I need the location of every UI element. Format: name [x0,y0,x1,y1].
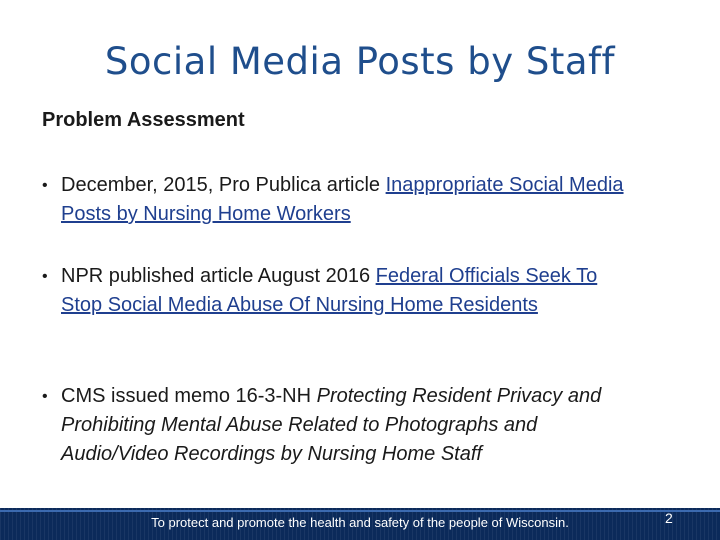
bullet-text [61,382,642,469]
article-link[interactable]: Inappropriate Social Media Posts by Nursing Home Workers [61,174,624,225]
slide-title: Social Media Posts by Staff [104,40,616,83]
bullet-item [42,382,642,469]
bullet-item [42,262,642,320]
bullet-marker: • [42,177,48,194]
bullet-marker: • [42,388,48,405]
bullet-item [42,171,642,229]
page-number: 2 [665,510,673,526]
memo-title: Protecting Resident Privacy and Prohibiting Mental Abuse Related to Photographs and Audio/Video Recordings by Nursing Home Staff [61,385,602,465]
bullet-marker: • [42,268,48,285]
bullet-lead-text: December, 2015, Pro Publica article [61,174,386,196]
footer-tagline: To protect and promote the health and safety of the people of Wisconsin. [151,515,569,530]
article-link[interactable]: Federal Officials Seek To Stop Social Media Abuse Of Nursing Home Residents [61,265,598,316]
bullet-text [61,171,642,229]
bullet-lead-text: CMS issued memo 16-3-NH [61,385,317,407]
footer-divider [0,510,720,512]
bullet-lead-text: NPR published article August 2016 [61,265,376,287]
section-subtitle: Problem Assessment [42,109,245,131]
bullet-text [61,262,642,320]
